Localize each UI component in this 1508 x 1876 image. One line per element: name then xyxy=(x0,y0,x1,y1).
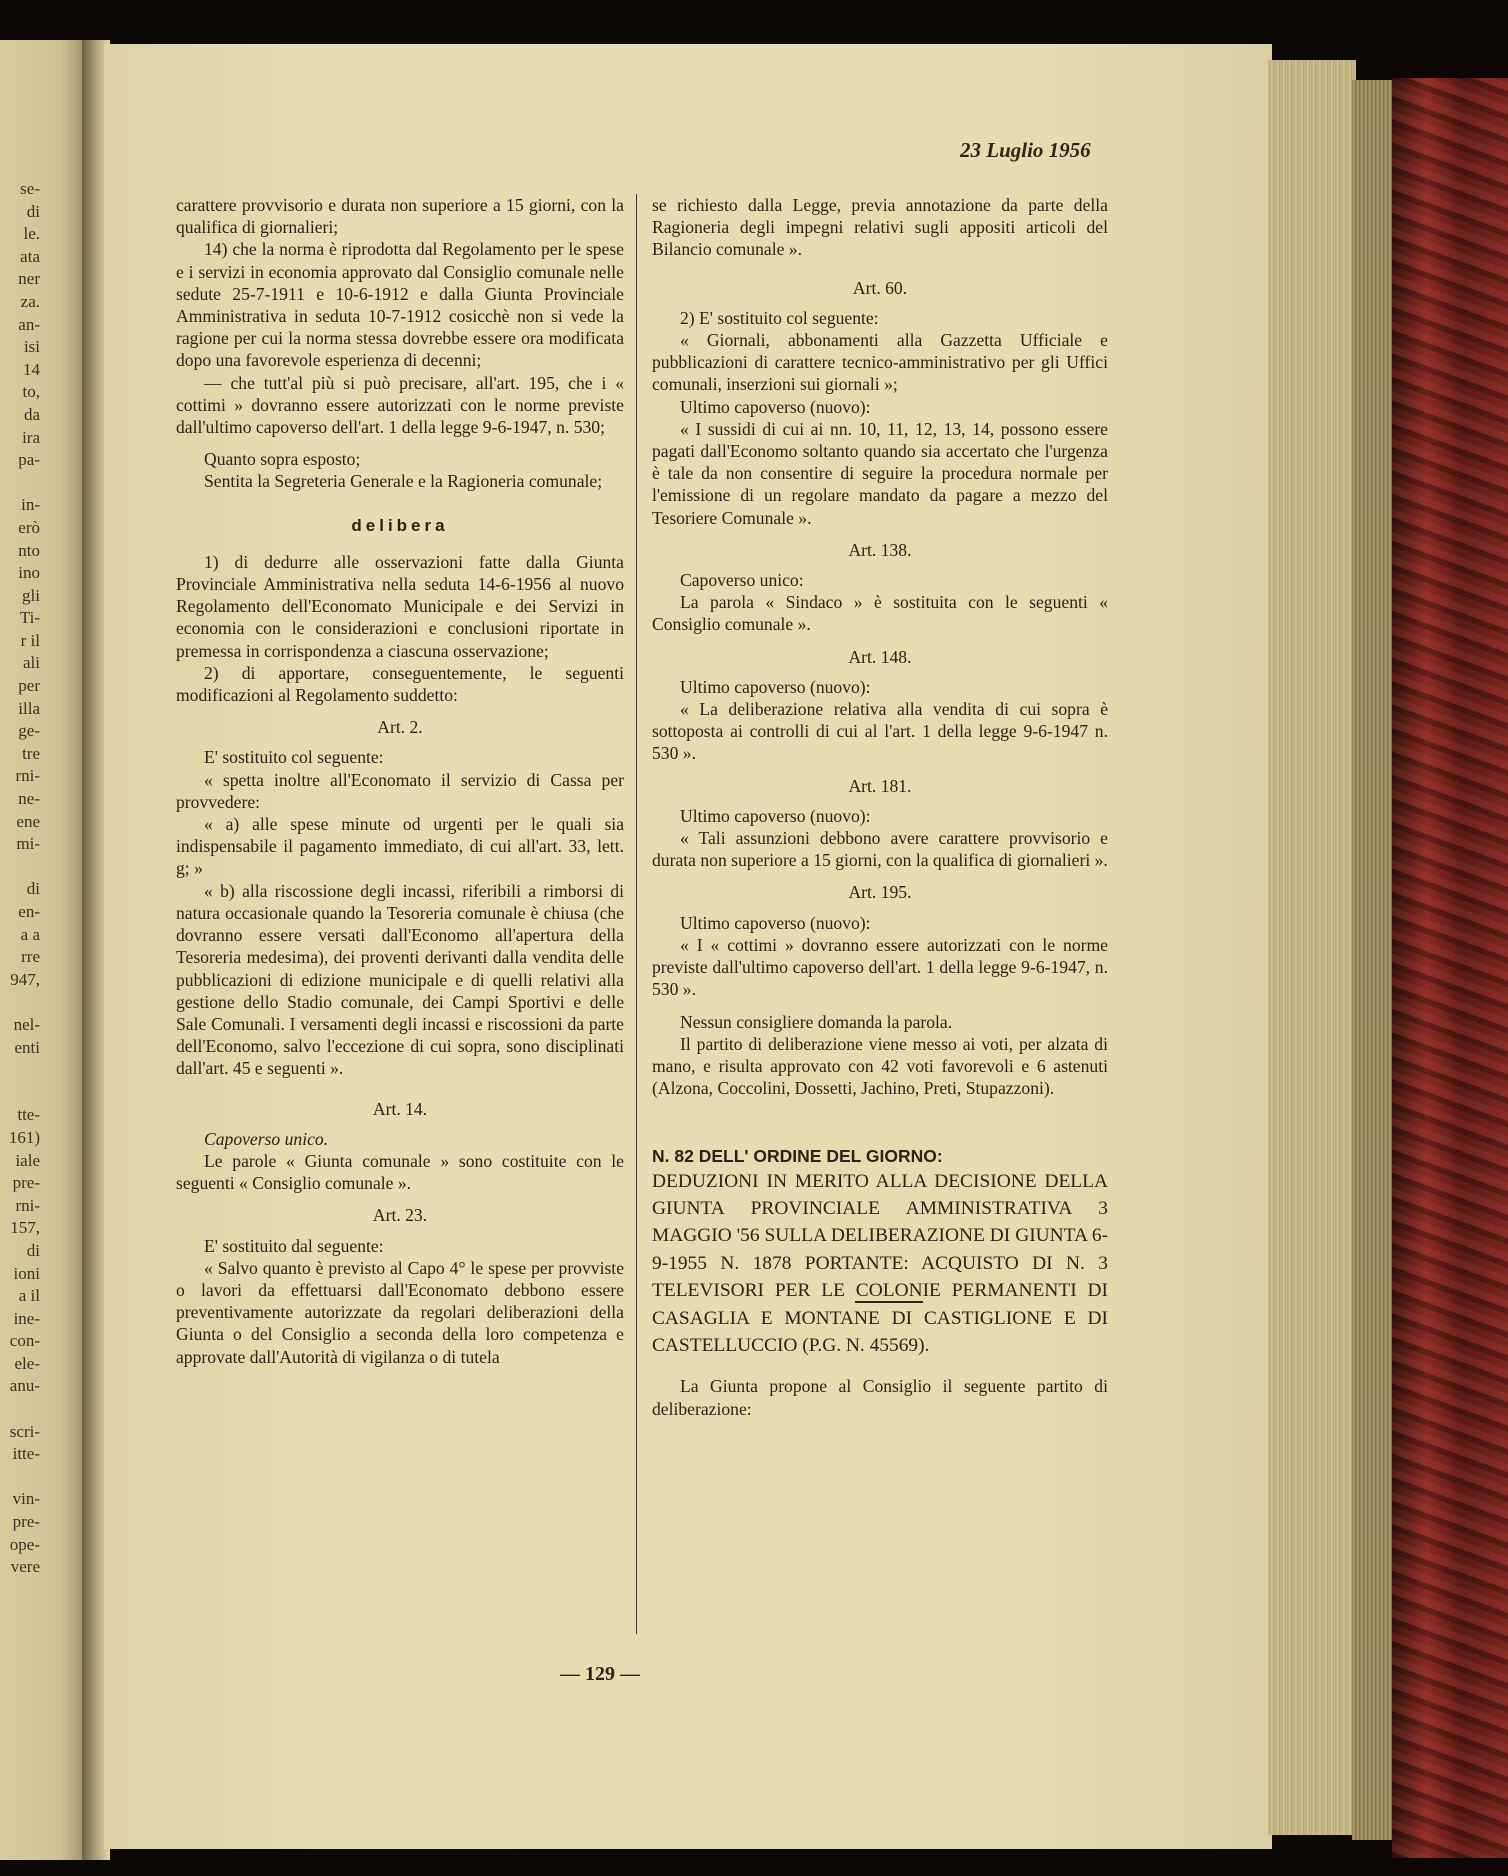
text-fragment: 157, xyxy=(10,1218,40,1238)
text-fragment xyxy=(0,1059,40,1082)
paragraph: « La deliberazione relativa alla vendita di cui sopra è sottoposta ai controlli di cui al l'art. 1 della legge 9-6-1947 n. 530 ». xyxy=(652,699,1108,764)
paragraph: « Tali assunzioni debbono avere carattere provvisorio e durata non superiore a 15 giorni, con la qualifica di giornalieri ». xyxy=(652,828,1108,871)
paragraph: Quanto sopra esposto; xyxy=(204,449,361,470)
text-fragment xyxy=(0,991,40,1014)
text-fragment: di xyxy=(26,1240,40,1260)
text-fragment: ge- xyxy=(18,721,40,741)
text-fragment: ine- xyxy=(13,1308,40,1328)
column-divider xyxy=(636,194,637,1634)
paragraph: « I sussidi di cui ai nn. 10, 11, 12, 13, 14, possono essere pagati dall'Economo soltanto quando sia accertato che l'urgenza è tale da non consentire di seguire la procedura normale per l'emissione di un regolare mandato da pagare a mezzo del Tesoriere Comunale ». xyxy=(652,418,1108,528)
paragraph: Ultimo capoverso (nuovo): xyxy=(680,676,871,697)
text-fragment: ne- xyxy=(18,789,40,809)
column-left xyxy=(176,194,624,1368)
previous-page-text-fragments xyxy=(0,178,40,1579)
text-fragment: vere xyxy=(10,1557,40,1577)
text-fragment: erò xyxy=(18,517,40,537)
text-fragment: mi- xyxy=(16,834,40,854)
text-fragment: ino xyxy=(18,563,40,583)
text-fragment: nto xyxy=(18,540,40,560)
text-fragment: isi xyxy=(23,337,40,357)
paragraph: La parola « Sindaco » è sostituita con le seguenti « Consiglio comunale ». xyxy=(652,592,1108,635)
text-fragment: ata xyxy=(20,246,40,266)
paragraph: Le parole « Giunta comunale » sono costituite con le seguenti « Consiglio comunale ». xyxy=(176,1150,624,1194)
text-fragment: to, xyxy=(22,382,40,402)
paragraph: Capoverso unico: xyxy=(680,570,804,591)
paragraph: Ultimo capoverso (nuovo): xyxy=(680,912,871,933)
paragraph: 2) di apportare, conseguentemente, le seguenti modificazioni al Regolamento suddetto: xyxy=(176,662,624,706)
paragraph: « Salvo quanto è previsto al Capo 4° le spese per provviste o lavori da effettuarsi dall'Economato debbono essere preventivamente autorizzate da regolari deliberazioni della Giunta o del Consiglio a seconda della loro competenza e approvate dall'Autorità di vigilanza o di tutela xyxy=(176,1257,624,1367)
article-heading: Art. 148. xyxy=(848,646,912,667)
article-heading: Art. 23. xyxy=(372,1205,428,1226)
book-cover-marbled xyxy=(1392,78,1508,1858)
text-fragment xyxy=(0,472,40,495)
paragraph: La Giunta propone al Consiglio il seguente partito di deliberazione: xyxy=(652,1376,1108,1419)
page-date-header: 23 Luglio 1956 xyxy=(960,138,1091,162)
paragraph: Ultimo capoverso (nuovo): xyxy=(680,396,871,417)
text-fragment: 161) xyxy=(8,1127,40,1147)
text-fragment: tre xyxy=(22,743,40,763)
text-fragment: r il xyxy=(20,630,40,650)
column-right xyxy=(652,194,1108,1420)
text-fragment: ele- xyxy=(14,1353,40,1373)
section-separator xyxy=(855,1301,923,1303)
text-fragment: a il xyxy=(18,1286,40,1306)
text-fragment: di xyxy=(26,201,40,221)
text-fragment: an- xyxy=(18,314,40,334)
article-heading: Art. 195. xyxy=(848,882,912,903)
text-fragment: itte- xyxy=(12,1444,40,1464)
paragraph: carattere provvisorio e durata non superiore a 15 giorni, con la qualifica di giornalieri; xyxy=(176,195,624,238)
paragraph: Il partito di deliberazione viene messo ai voti, per alzata di mano, e risulta approvato con 42 voti favorevoli e 6 astenuti (Alzona, Coccolini, Dossetti, Jachino, Preti, Stupazzoni). xyxy=(652,1033,1108,1099)
text-fragment xyxy=(0,1398,40,1421)
paragraph: Sentita la Segreteria Generale e la Ragioneria comunale; xyxy=(204,471,603,492)
text-fragment: 947, xyxy=(10,969,40,989)
paragraph: « a) alle spese minute od urgenti per le quali sia indispensabile il pagamento immediato, di cui all'art. 33, lett. g; » xyxy=(176,814,624,879)
text-fragment: con- xyxy=(9,1331,40,1351)
text-fragment: 14 xyxy=(23,359,40,379)
paragraph: Ultimo capoverso (nuovo): xyxy=(680,805,871,826)
text-fragment: ira xyxy=(22,427,40,447)
page-number: — 129 — xyxy=(560,1663,640,1685)
text-fragment: pre- xyxy=(12,1512,40,1532)
text-fragment: rre xyxy=(21,947,40,967)
page-edges-outer xyxy=(1352,80,1394,1840)
paragraph: E' sostituito dal seguente: xyxy=(204,1235,384,1256)
agenda-item-title: DEDUZIONI IN MERITO ALLA DECISIONE DELLA GIUNTA PROVINCIALE AMMINISTRATIVA 3 MAGGIO '56 SULLA DELIBERAZIONE DI GIUNTA 6-9-1955 N. 1878 PORTANTE: ACQUISTO DI N. 3 TELEVISORI PER LE COLONIE PERMANENTI DI CASAGLIA E MONTANE DI CASTIGLIONE E DI CASTELLUCCIO (P.G. N. 45569). xyxy=(652,1170,1108,1356)
text-fragment: nel- xyxy=(13,1014,40,1034)
text-fragment: en- xyxy=(18,902,40,921)
text-fragment: ene xyxy=(16,811,40,831)
delibera-heading: delibera xyxy=(351,515,449,535)
text-fragment: ner xyxy=(18,269,40,289)
text-fragment: se- xyxy=(20,179,40,198)
text-fragment: per xyxy=(18,676,40,696)
paragraph: « spetta inoltre all'Economato il servizio di Cassa per provvedere: xyxy=(176,769,624,812)
text-fragment: iale xyxy=(15,1150,40,1170)
article-heading: Art. 181. xyxy=(848,775,912,796)
text-fragment: ali xyxy=(23,653,40,673)
paragraph: « b) alla riscossione degli incassi, riferibili a rimborsi di natura occasionale quando la Tesoreria comunale è chiusa (che dovranno essere versati dall'Economo all'apertura della Tesoreria medesima), dei proventi derivanti dalla vendita delle pubblicazioni di edizione municipale e di quelli relativi alla gestione dello Stadio comunale, dei Campi Sportivi e delle Sale Comunali. I versamenti degli incassi e riscossioni da parte dell'Economo, salvo l'eccezione di cui sopra, sono disciplinati dall'art. 45 e seguenti ». xyxy=(176,880,624,1079)
paragraph: « Giornali, abbonamenti alla Gazzetta Ufficiale e pubblicazioni di carattere tecnico-amministrativo per gli Uffici comunali, inserzioni sui giornali »; xyxy=(652,330,1108,395)
text-fragment: anu- xyxy=(9,1376,40,1396)
paragraph: 2) E' sostituito col seguente: xyxy=(680,307,879,328)
text-fragment: da xyxy=(23,404,40,424)
text-fragment xyxy=(0,856,40,879)
text-fragment: enti xyxy=(14,1037,40,1057)
page-edges xyxy=(1268,60,1356,1835)
agenda-item-number: N. 82 DELL' ORDINE DEL GIORNO: xyxy=(652,1146,943,1167)
text-fragment: pa- xyxy=(18,450,40,470)
text-fragment: di xyxy=(26,879,40,899)
text-fragment: ope- xyxy=(9,1534,40,1554)
text-fragment: rni- xyxy=(15,1195,40,1215)
paragraph: 14) che la norma è riprodotta dal Regolamento per le spese e i servizi in economia approvato dal Consiglio comunale nelle sedute 25-7-1911 e 10-6-1912 e dalla Giunta Provinciale Amministrativa in seduta 10-7-1912 cosicchè non si vede la ragione per cui la norma stessa dovrebbe essere ora modificata dopo una favorevole esperienza di decenni; xyxy=(176,239,624,371)
text-fragment: rni- xyxy=(15,766,40,786)
paragraph: 1) di dedurre alle osservazioni fatte dalla Giunta Provinciale Amministrativa nella seduta 14-6-1956 al nuovo Regolamento dell'Economato Municipale e dei Servizi in economia con le considerazioni e conclusioni riportate in premessa in corrispondenza a ciascuna osservazione; xyxy=(176,551,624,661)
text-fragment: Ti- xyxy=(19,608,40,628)
article-heading: Art. 138. xyxy=(848,539,912,560)
article-heading: Art. 2. xyxy=(377,717,423,738)
article-heading: Art. 14. xyxy=(372,1098,428,1119)
text-fragment: a a xyxy=(20,924,40,944)
text-fragment: in- xyxy=(21,495,40,515)
text-fragment: gli xyxy=(22,585,40,605)
paragraph: « I « cottimi » dovranno essere autorizzati con le norme previste dall'ultimo capoverso dell'art. 1 della legge 9-6-1947, n. 530 ». xyxy=(652,934,1108,1000)
paragraph: E' sostituito col seguente: xyxy=(204,747,384,768)
text-fragment: ioni xyxy=(13,1263,40,1283)
text-fragment: vin- xyxy=(12,1489,40,1509)
text-fragment: le. xyxy=(23,224,40,244)
text-fragment: scri- xyxy=(9,1421,40,1441)
paragraph: — che tutt'al più si può precisare, all'art. 195, che i « cottimi » dovranno essere autorizzati con le norme previste dall'ultimo capoverso dell'art. 1 della legge 9-6-1947, n. 530; xyxy=(176,372,624,438)
text-fragment: illa xyxy=(18,698,40,718)
paragraph: se richiesto dalla Legge, previa annotazione da parte della Ragioneria degli impegni relativi sugli appositi articoli del Bilancio comunale ». xyxy=(652,195,1108,260)
text-fragment xyxy=(0,1082,40,1105)
text-fragment: za. xyxy=(20,291,40,311)
text-fragment: tte- xyxy=(17,1105,40,1125)
article-heading: Art. 60. xyxy=(852,277,908,298)
text-fragment: pre- xyxy=(12,1173,40,1193)
paragraph: Nessun consigliere domanda la parola. xyxy=(680,1011,953,1032)
text-fragment xyxy=(0,1466,40,1489)
paragraph: Capoverso unico. xyxy=(204,1128,329,1149)
